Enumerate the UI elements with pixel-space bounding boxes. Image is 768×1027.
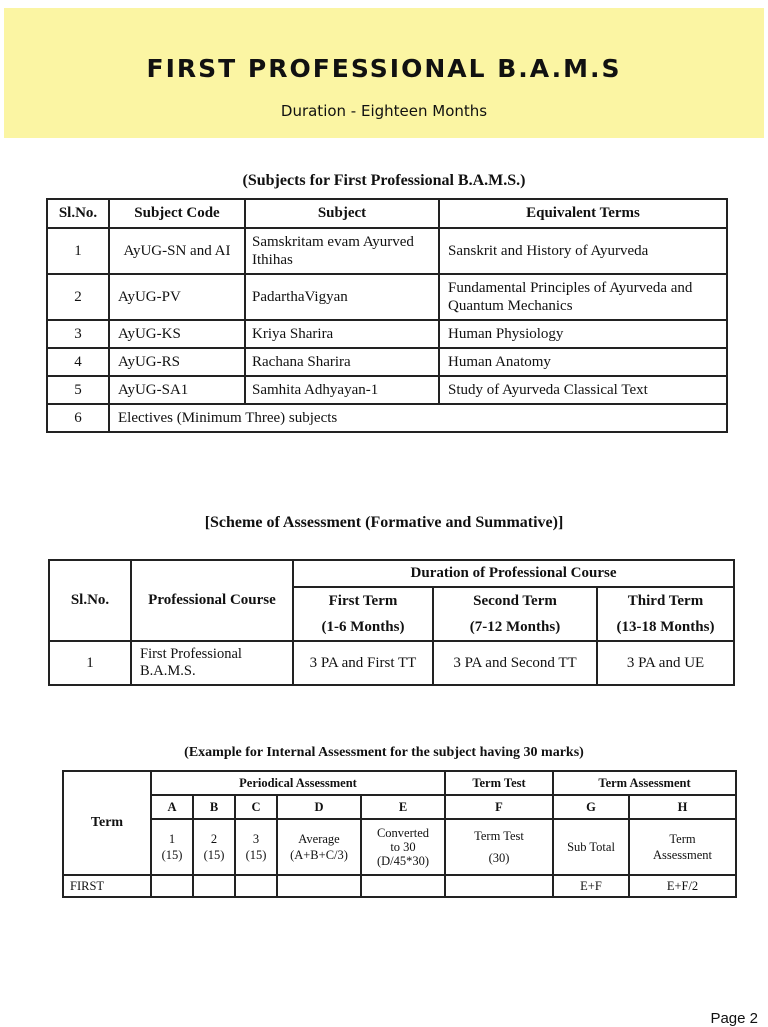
cell-value-h: E+F/2 [629, 875, 736, 897]
scheme-table [48, 559, 735, 686]
header-second-term: Second Term (7-12 Months) [433, 587, 597, 641]
cell-equivalent: Human Physiology [439, 320, 727, 348]
table-row [47, 320, 727, 348]
cell-slno: 1 [49, 641, 131, 685]
cell-subject: Samskritam evam Ayurved Ithihas [245, 228, 439, 274]
header-letter-a: A [151, 795, 193, 819]
cell-second-term: 3 PA and Second TT [433, 641, 597, 685]
cell-detail-h: Term Assessment [629, 819, 736, 875]
example-letter-row [63, 795, 736, 819]
header-professional-course: Professional Course [131, 560, 293, 641]
cell-electives: Electives (Minimum Three) subjects [109, 404, 727, 432]
cell-code: AyUG-RS [109, 348, 245, 376]
scheme-caption: [Scheme of Assessment (Formative and Summative)] [204, 514, 564, 531]
table-row [47, 348, 727, 376]
header-periodical-assessment: Periodical Assessment [151, 771, 445, 795]
header-letter-d: D [277, 795, 361, 819]
page-subtitle: Duration - Eighteen Months [280, 102, 488, 120]
title-banner [4, 8, 764, 138]
cell-equivalent: Human Anatomy [439, 348, 727, 376]
table-row [47, 228, 727, 274]
header-term-test: Term Test [445, 771, 553, 795]
header-slno: Sl.No. [49, 560, 131, 641]
subjects-header-row [47, 199, 727, 228]
cell-empty [277, 875, 361, 897]
scheme-header-row [49, 560, 734, 587]
header-term: Term [63, 771, 151, 875]
cell-subject: Samhita Adhyayan-1 [245, 376, 439, 404]
cell-detail-d: Average (A+B+C/3) [277, 819, 361, 875]
cell-slno: 4 [47, 348, 109, 376]
cell-code: AyUG-PV [109, 274, 245, 320]
header-third-term: Third Term (13-18 Months) [597, 587, 734, 641]
header-duration: Duration of Professional Course [293, 560, 734, 587]
example-table [62, 770, 737, 898]
example-caption: (Example for Internal Assessment for the subject having 30 marks) [184, 745, 584, 760]
cell-code: AyUG-KS [109, 320, 245, 348]
page-title: FIRST PROFESSIONAL B.A.M.S [146, 54, 622, 83]
cell-third-term: 3 PA and UE [597, 641, 734, 685]
cell-subject: Rachana Sharira [245, 348, 439, 376]
cell-detail-a: 1 (15) [151, 819, 193, 875]
header-slno: Sl.No. [47, 199, 109, 228]
table-row [47, 274, 727, 320]
cell-slno: 6 [47, 404, 109, 432]
cell-slno: 5 [47, 376, 109, 404]
table-row [49, 641, 734, 685]
cell-code: AyUG-SA1 [109, 376, 245, 404]
cell-equivalent: Fundamental Principles of Ayurveda and Quantum Mechanics [439, 274, 727, 320]
example-detail-row [63, 819, 736, 875]
header-first-term: First Term (1-6 Months) [293, 587, 433, 641]
header-equivalent-terms: Equivalent Terms [439, 199, 727, 228]
cell-first-term: 3 PA and First TT [293, 641, 433, 685]
cell-slno: 3 [47, 320, 109, 348]
table-row [47, 404, 727, 432]
header-letter-h: H [629, 795, 736, 819]
cell-empty [235, 875, 277, 897]
cell-detail-b: 2 (15) [193, 819, 235, 875]
cell-detail-e: Converted to 30 (D/45*30) [361, 819, 445, 875]
cell-empty [151, 875, 193, 897]
table-row [63, 875, 736, 897]
subjects-table [46, 198, 728, 433]
header-letter-g: G [553, 795, 629, 819]
cell-equivalent: Study of Ayurveda Classical Text [439, 376, 727, 404]
header-letter-b: B [193, 795, 235, 819]
header-subject: Subject [245, 199, 439, 228]
cell-code: AyUG-SN and AI [109, 228, 245, 274]
header-letter-c: C [235, 795, 277, 819]
cell-value-g: E+F [553, 875, 629, 897]
cell-detail-g: Sub Total [553, 819, 629, 875]
cell-slno: 2 [47, 274, 109, 320]
cell-empty [445, 875, 553, 897]
header-letter-f: F [445, 795, 553, 819]
cell-term-first: FIRST [63, 875, 151, 897]
cell-empty [361, 875, 445, 897]
cell-course: First Professional B.A.M.S. [131, 641, 293, 685]
header-subject-code: Subject Code [109, 199, 245, 228]
cell-slno: 1 [47, 228, 109, 274]
header-term-assessment: Term Assessment [553, 771, 736, 795]
header-letter-e: E [361, 795, 445, 819]
cell-subject: Kriya Sharira [245, 320, 439, 348]
cell-detail-f: Term Test (30) [445, 819, 553, 875]
subjects-caption: (Subjects for First Professional B.A.M.S.) [242, 172, 526, 189]
page-number: Page 2 [710, 1010, 758, 1027]
table-row [47, 376, 727, 404]
cell-detail-c: 3 (15) [235, 819, 277, 875]
cell-equivalent: Sanskrit and History of Ayurveda [439, 228, 727, 274]
example-group-row [63, 771, 736, 795]
cell-subject: PadarthaVigyan [245, 274, 439, 320]
cell-empty [193, 875, 235, 897]
